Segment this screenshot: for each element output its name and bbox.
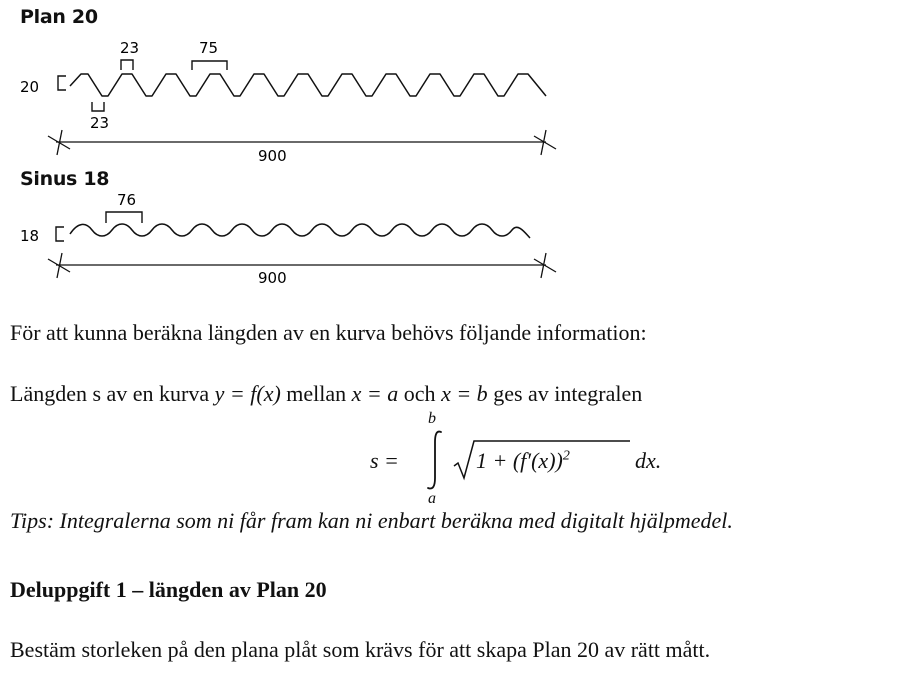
length-definition xyxy=(10,381,642,407)
formula-differential: dx. xyxy=(635,448,662,473)
integral-lower-limit: a xyxy=(428,490,436,507)
length-text-och: och xyxy=(403,381,436,406)
plan20-pitch-bracket xyxy=(192,61,227,70)
sinus18-height-bracket xyxy=(56,227,64,241)
equation-x-b: x = b xyxy=(441,381,488,406)
length-text-pre: Längden s av en kurva xyxy=(10,381,210,406)
sinus18-diagram xyxy=(0,170,904,300)
tips-text: Tips: Integralerna som ni får fram kan ni enbart beräkna med digitalt hjälpmedel. xyxy=(10,508,733,533)
intro-paragraph: För att kunna beräkna längden av en kurva behövs följande information: xyxy=(10,320,647,345)
task-body: Bestäm storleken på den plana plåt som krävs för att skapa Plan 20 av rätt mått. xyxy=(10,637,711,662)
sinus18-total-width-label: 900 xyxy=(258,269,287,287)
length-text-mellan: mellan xyxy=(286,381,347,406)
plan20-crest-bracket xyxy=(121,60,133,70)
length-text-post: ges av integralen xyxy=(493,381,643,406)
integral-sign xyxy=(424,428,448,492)
plan20-height-bracket xyxy=(58,76,66,90)
plan20-total-width-label: 900 xyxy=(258,147,287,165)
plan20-crest-width-label: 23 xyxy=(120,39,140,57)
plan20-pitch-label: 75 xyxy=(199,39,219,57)
arc-length-formula xyxy=(0,410,904,510)
plan20-profile xyxy=(70,74,546,96)
integral-upper-limit: b xyxy=(428,410,436,427)
sinus18-title: Sinus 18 xyxy=(20,168,110,190)
plan20-title: Plan 20 xyxy=(20,6,98,28)
equation-y-fx: y = f(x) xyxy=(214,381,281,406)
sinus18-pitch-bracket xyxy=(106,212,142,223)
sinus18-pitch-label: 76 xyxy=(117,191,137,209)
plan20-diagram xyxy=(0,0,904,170)
plan20-trough-width-label: 23 xyxy=(90,114,110,132)
integrand-text: 1 + (f′(x)) xyxy=(476,448,563,473)
plan20-trough-bracket xyxy=(92,102,104,111)
formula-integrand xyxy=(476,448,570,474)
sinus18-height-label: 18 xyxy=(20,227,40,245)
task-heading: Deluppgift 1 – längden av Plan 20 xyxy=(10,577,327,602)
equation-x-a: x = a xyxy=(351,381,399,406)
sinus18-profile xyxy=(70,224,530,238)
plan20-height-label: 20 xyxy=(20,78,40,96)
integrand-exponent: 2 xyxy=(562,448,570,464)
formula-lhs: s = xyxy=(370,448,399,473)
